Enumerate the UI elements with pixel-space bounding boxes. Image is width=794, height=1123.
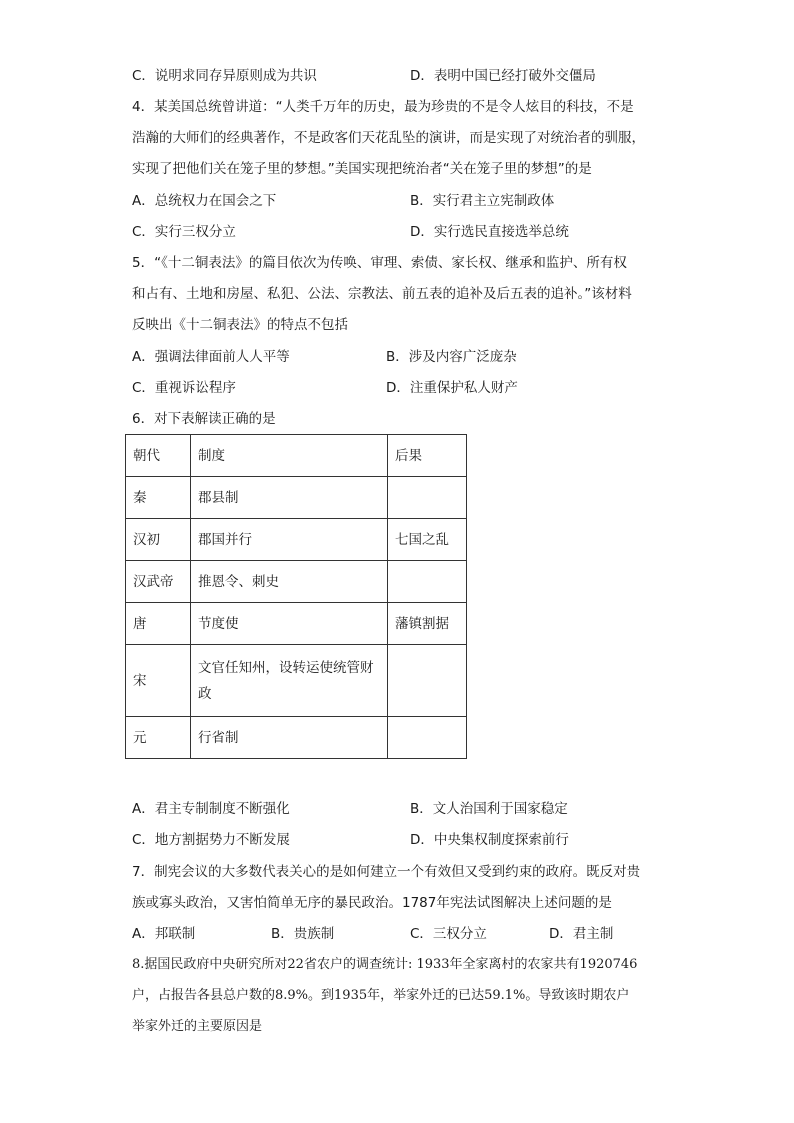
cell-dynasty: 宋 (126, 645, 191, 717)
cell-dynasty: 唐 (126, 603, 191, 645)
q6-option-d[interactable]: D．中央集权制度探索前行 (410, 832, 569, 848)
q7-option-a[interactable]: A．邦联制 (132, 926, 196, 942)
table-row (126, 603, 467, 645)
dynasty-table (125, 434, 467, 759)
q3-option-d[interactable]: D．表明中国已经打破外交僵局 (410, 68, 596, 84)
cell-system: 行省制 (191, 717, 388, 759)
cell-dynasty: 汉初 (126, 519, 191, 561)
q4-stem-line-2: 浩瀚的大师们的经典著作，不是政客们天花乱坠的演讲，而是实现了对统治者的驯服， (132, 130, 645, 146)
q4-stem-line-3: 实现了把他们关在笼子里的梦想。”美国实现把统治者“关在笼子里的梦想”的是 (132, 161, 592, 177)
cell-dynasty: 汉武帝 (126, 561, 191, 603)
q6-option-c[interactable]: C．地方割据势力不断发展 (132, 832, 290, 848)
cell-system: 文官任知州，设转运使统管财政 (191, 645, 388, 717)
header-system: 制度 (191, 435, 388, 477)
q5-option-b[interactable]: B．涉及内容广泛庞杂 (386, 349, 517, 365)
cell-result: 藩镇割据 (388, 603, 467, 645)
q4-option-a[interactable]: A．总统权力在国会之下 (132, 193, 277, 209)
q8-stem-line-1: 8.据国民政府中央研究所对22省农户的调查统计: 1933年全家离村的农家共有1920746 (132, 957, 638, 972)
cell-result (388, 645, 467, 717)
cell-result (388, 561, 467, 603)
table-row (126, 717, 467, 759)
header-result: 后果 (388, 435, 467, 477)
cell-system: 郡国并行 (191, 519, 388, 561)
cell-dynasty: 元 (126, 717, 191, 759)
q5-stem-line-3: 反映出《十二铜表法》的特点不包括 (132, 317, 348, 333)
q6-option-b[interactable]: B．文人治国利于国家稳定 (410, 801, 568, 817)
q4-stem-line-1: 4．某美国总统曾讲道：“人类千万年的历史，最为珍贵的不是令人炫目的科技，不是 (132, 99, 634, 115)
q6-stem: 6．对下表解读正确的是 (132, 411, 276, 427)
cell-result: 七国之乱 (388, 519, 467, 561)
q6-option-a[interactable]: A．君主专制制度不断强化 (132, 801, 290, 817)
q7-stem-line-2: 族或寡头政治，又害怕简单无序的暴民政治。1787年宪法试图解决上述问题的是 (132, 895, 612, 911)
q5-option-d[interactable]: D．注重保护私人财产 (386, 380, 518, 396)
cell-system: 推恩令、刺史 (191, 561, 388, 603)
q3-option-c[interactable]: C．说明求同存异原则成为共识 (132, 68, 317, 84)
table-row (126, 519, 467, 561)
q5-stem-line-1: 5．“《十二铜表法》的篇目依次为传唤、审理、索债、家长权、继承和监护、所有权 (132, 255, 627, 271)
q4-option-c[interactable]: C．实行三权分立 (132, 224, 236, 240)
q7-option-c[interactable]: C．三权分立 (410, 926, 487, 942)
q8-stem-line-3: 举家外迁的主要原因是 (132, 1019, 263, 1034)
q5-option-c[interactable]: C．重视诉讼程序 (132, 380, 236, 396)
cell-dynasty: 秦 (126, 477, 191, 519)
cell-system: 郡县制 (191, 477, 388, 519)
table-row (126, 645, 467, 717)
q7-option-d[interactable]: D．君主制 (549, 926, 614, 942)
table-row (126, 561, 467, 603)
table-row (126, 477, 467, 519)
q4-option-b[interactable]: B．实行君主立宪制政体 (410, 193, 555, 209)
q7-option-b[interactable]: B．贵族制 (271, 926, 335, 942)
q7-stem-line-1: 7．制宪会议的大多数代表关心的是如何建立一个有效但又受到约束的政府。既反对贵 (132, 864, 641, 880)
cell-result (388, 477, 467, 519)
q4-option-d[interactable]: D．实行选民直接选举总统 (410, 224, 569, 240)
cell-system: 节度使 (191, 603, 388, 645)
cell-result (388, 717, 467, 759)
q5-stem-line-2: 和占有、土地和房屋、私犯、公法、宗教法、前五表的追补及后五表的追补。”该材料 (132, 286, 632, 302)
q5-option-a[interactable]: A．强调法律面前人人平等 (132, 349, 290, 365)
header-dynasty: 朝代 (126, 435, 191, 477)
q8-stem-line-2: 户，占报告各县总户数的8.9%。到1935年，举家外迁的已达59.1%。导致该时期农户 (132, 988, 630, 1003)
table-header-row (126, 435, 467, 477)
